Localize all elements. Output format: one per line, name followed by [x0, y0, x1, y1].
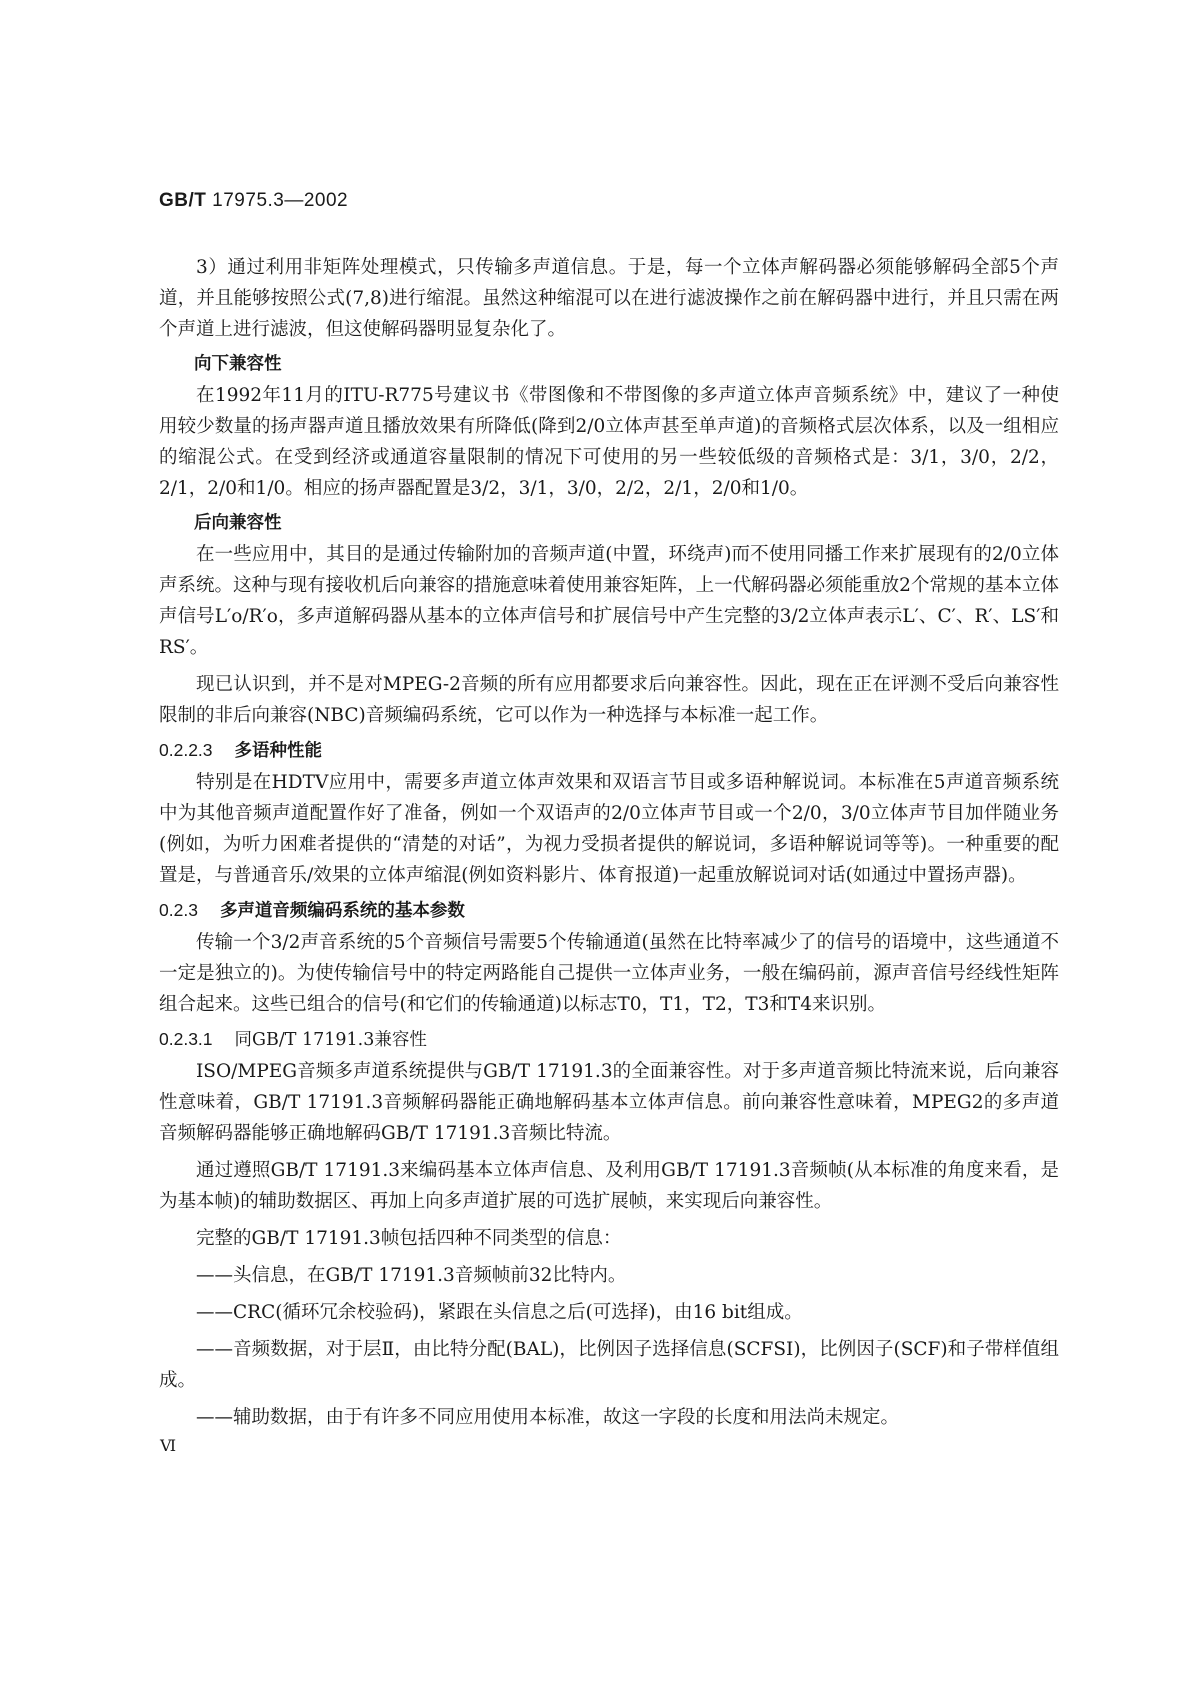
paragraph-backward-compat: 在一些应用中，其目的是通过传输附加的音频声道(中置，环绕声)而不使用同播工作来扩展现有的2/0立体声系统。这种与现有接收机后向兼容的措施意味着使用兼容矩阵，上一代解码器必须能重放2个常规的基本立体声信号L′o/R′o，多声道解码器从基本的立体声信号和扩展信号中产生完整的3/2立体声表示L′、C′、R′、LS′和RS′。: [159, 544, 1059, 658]
paragraph-nbc: 现已认识到，并不是对MPEG-2音频的所有应用都要求后向兼容性。因此，现在正在评测不受后向兼容性限制的非后向兼容(NBC)音频编码系统，它可以作为一种选择与本标准一起工作。: [159, 674, 1059, 726]
section-0223-heading: [159, 735, 1059, 767]
section-023-heading: [159, 895, 1059, 927]
section-title: 多声道音频编码系统的基本参数: [219, 901, 465, 921]
list-item-crc: ——CRC(循环冗余校验码)，紧跟在头信息之后(可选择)，由16 bit组成。: [196, 1302, 803, 1323]
section-title: 多语种性能: [234, 741, 323, 761]
standard-prefix: GB/T: [159, 190, 207, 211]
paragraph-frame-contents: 完整的GB/T 17191.3帧包括四种不同类型的信息：: [196, 1228, 622, 1249]
standard-number: 17975.3—2002: [212, 190, 349, 211]
list-item-header-info: ——头信息，在GB/T 17191.3音频帧前32比特内。: [196, 1265, 627, 1286]
section-number: 0.2.2.3: [159, 740, 213, 760]
paragraph-full-compat: ISO/MPEG音频多声道系统提供与GB/T 17191.3的全面兼容性。对于多声道音频比特流来说，后向兼容性意味着，GB/T 17191.3音频解码器能正确地解码基本立体声信息。前向兼容性意味着，MPEG2的多声道音频解码器能够正确地解码GB/T 17191.3音频比特流。: [159, 1061, 1059, 1144]
section-number: 0.2.3: [159, 900, 198, 920]
paragraph-multilingual: 特别是在HDTV应用中，需要多声道立体声效果和双语言节目或多语种解说词。本标准在5声道音频系统中为其他音频声道配置作好了准备，例如一个双语声的2/0立体声节目或一个2/0，3/0立体声节目加伴随业务(例如，为听力困难者提供的“清楚的对话”，为视力受损者提供的解说词，多语种解说词等等)。一种重要的配置是，与普通音乐/效果的立体声缩混(例如资料影片、体育报道)一起重放解说词对话(如通过中置扬声器)。: [159, 772, 1059, 886]
heading-downward-compatibility: 向下兼容性: [194, 354, 282, 374]
paragraph-itu-r775: 在1992年11月的ITU-R775号建议书《带图像和不带图像的多声道立体声音频系统》中，建议了一种使用较少数量的扬声器声道且播放效果有所降低(降到2/0立体声甚至单声道)的音频格式层次体系，以及一组相应的缩混公式。在受到经济或通道容量限制的情况下可使用的另一些较低级的音频格式是：3/1，3/0，2/2，2/1，2/0和1/0。相应的扬声器配置是3/2，3/1，3/0，2/2，2/1，2/0和1/0。: [159, 385, 1059, 499]
list-item-audio-data: ——音频数据，对于层Ⅱ，由比特分配(BAL)，比例因子选择信息(SCFSI)，比例因子(SCF)和子带样值组成。: [159, 1339, 1059, 1391]
page-number: Ⅵ: [160, 1436, 177, 1455]
section-0231-heading: [159, 1024, 1059, 1056]
standard-header: [159, 190, 348, 212]
section-number: 0.2.3.1: [159, 1029, 213, 1049]
paragraph-matrix-mode: 3）通过利用非矩阵处理模式，只传输多声道信息。于是，每一个立体声解码器必须能够解码全部5个声道，并且能够按照公式(7,8)进行缩混。虽然这种缩混可以在进行滤波操作之前在解码器中进行，并且只需在两个声道上进行滤波，但这使解码器明显复杂化了。: [159, 257, 1059, 340]
section-title: 同GB/T 17191.3兼容性: [234, 1030, 427, 1050]
paragraph-backward-compat-method: 通过遵照GB/T 17191.3来编码基本立体声信息、及利用GB/T 17191.3音频帧(从本标准的角度来看，是为基本帧)的辅助数据区、再加上向多声道扩展的可选扩展帧，来实现后向兼容性。: [159, 1160, 1059, 1212]
paragraph-basic-parameters: 传输一个3/2声音系统的5个音频信号需要5个传输通道(虽然在比特率减少了的信号的语境中，这些通道不一定是独立的)。为使传输信号中的特定两路能自己提供一立体声业务，一般在编码前，源声音信号经线性矩阵组合起来。这些已组合的信号(和它们的传输通道)以标志T0，T1，T2，T3和T4来识别。: [159, 932, 1059, 1015]
document-body: [159, 252, 1059, 1433]
heading-backward-compatibility: 后向兼容性: [194, 513, 282, 533]
list-item-ancillary-data: ——辅助数据，由于有许多不同应用使用本标准，故这一字段的长度和用法尚未规定。: [196, 1407, 900, 1428]
